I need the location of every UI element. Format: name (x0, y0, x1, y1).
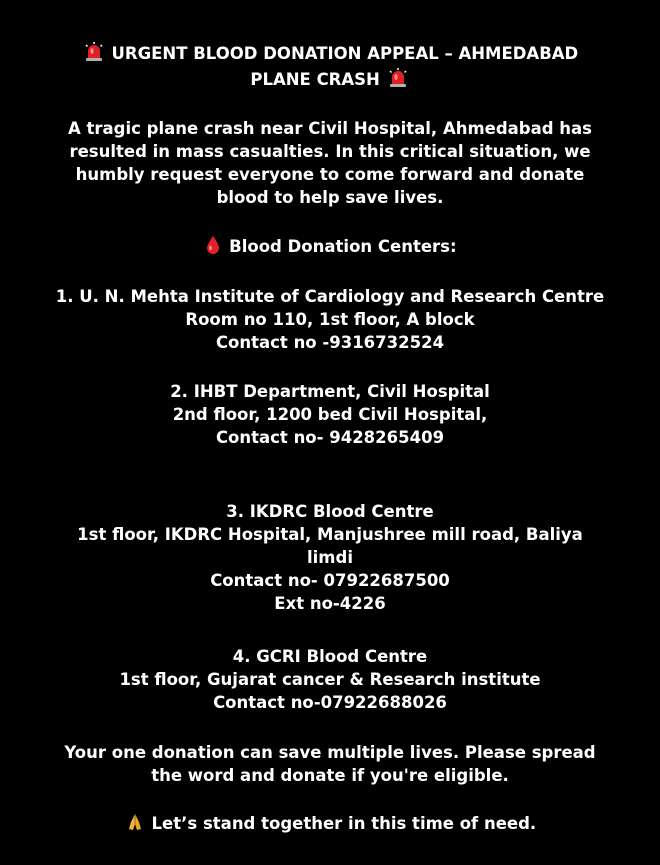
centers-heading (0, 235, 660, 261)
closing-line: Your one donation can save multiple lives. Please spread (64, 743, 596, 762)
center-name: 4. GCRI Blood Centre (232, 647, 428, 666)
donation-center-2 (0, 380, 660, 449)
centers-heading-label: Blood Donation Centers: (229, 237, 457, 256)
center-contact: Contact no- 9428265409 (215, 428, 445, 447)
intro-paragraph (0, 117, 660, 209)
title-line-1 (0, 42, 660, 68)
donation-center-1 (0, 285, 660, 354)
center-address: Room no 110, 1st floor, A block (185, 310, 475, 329)
center-name: 1. U. N. Mehta Institute of Cardiology and Research Centre (55, 287, 605, 306)
final-text: Let’s stand together in this time of need. (151, 814, 537, 833)
center-address: 1st floor, Gujarat cancer & Research institute (119, 670, 541, 689)
donation-center-4 (0, 645, 660, 714)
appeal-title (0, 42, 660, 94)
final-line (0, 812, 660, 838)
siren-icon (84, 42, 104, 68)
center-contact: Contact no-07922688026 (213, 693, 447, 712)
intro-line: humbly request everyone to come forward and donate (75, 165, 585, 184)
closing-line: the word and donate if you're eligible. (151, 766, 509, 785)
final-message (0, 812, 660, 838)
title-text-2: PLANE CRASH (250, 70, 380, 89)
folded-hands-icon (126, 812, 144, 838)
center-address: limdi (307, 548, 353, 567)
center-extension: Ext no-4226 (274, 594, 386, 613)
title-line-2 (0, 68, 660, 94)
center-name: 3. IKDRC Blood Centre (226, 502, 434, 521)
center-contact: Contact no -9316732524 (215, 333, 445, 352)
intro-line: resulted in mass casualties. In this critical situation, we (69, 142, 591, 161)
blood-drop-icon (205, 235, 221, 261)
center-address: 1st floor, IKDRC Hospital, Manjushree mill road, Baliya (77, 525, 583, 544)
closing-paragraph (0, 741, 660, 787)
intro-line: blood to help save lives. (216, 188, 444, 207)
centers-heading-line (0, 235, 660, 261)
siren-icon (388, 68, 408, 94)
title-text-1: URGENT BLOOD DONATION APPEAL – AHMEDABAD (111, 44, 579, 63)
intro-line: A tragic plane crash near Civil Hospital, Ahmedabad has (67, 119, 592, 138)
donation-center-3 (0, 500, 660, 615)
center-name: 2. IHBT Department, Civil Hospital (170, 382, 490, 401)
center-address: 2nd floor, 1200 bed Civil Hospital, (172, 405, 488, 424)
center-contact: Contact no- 07922687500 (210, 571, 450, 590)
